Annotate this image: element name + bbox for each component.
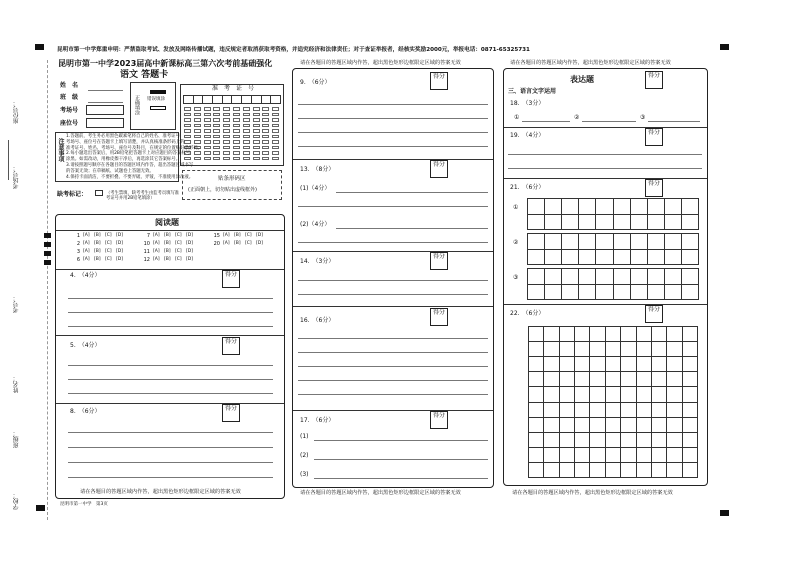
mc-option-bubble[interactable]: [C] <box>175 257 182 262</box>
q18-label: 18. （3分） <box>510 100 545 107</box>
absent-box[interactable] <box>95 190 103 196</box>
q21-label: 21. （6分） <box>510 184 545 191</box>
ticket-bubble[interactable] <box>194 107 201 111</box>
mc-answer-area[interactable] <box>72 234 272 268</box>
mc-option-bubble[interactable]: [D] <box>186 249 193 254</box>
mc-number: 10 <box>143 241 150 247</box>
q13-2-line[interactable] <box>336 228 488 229</box>
mc-option-bubble[interactable]: [A] <box>153 233 160 238</box>
q4-line[interactable] <box>68 298 273 299</box>
ticket-bubble[interactable] <box>272 124 279 128</box>
ticket-bubble[interactable] <box>213 140 220 144</box>
barcode-label: 贴条形码区 <box>218 176 246 182</box>
q9-line[interactable] <box>298 118 488 119</box>
mc-option-bubble[interactable]: [B] <box>164 233 171 238</box>
mc-option-bubble[interactable]: [C] <box>105 257 112 262</box>
notes-line: 3.请按照题号顺序在各题目的答题区域内作答，超出答题区域书写 <box>66 162 194 168</box>
expression-score[interactable]: 得分 <box>645 71 663 89</box>
timing-mark <box>44 242 51 247</box>
binding-examroom: 考场号： <box>13 165 20 189</box>
notes-line: 1.答题前，考生务必用黑色碳素笔将自己的姓名、准考证号 <box>66 134 180 139</box>
ticket-bubble[interactable] <box>223 157 230 161</box>
school-title: 昆明市第一中学2023届高中新课标高三第六次考前基础强化 <box>58 59 273 68</box>
ticket-bubble[interactable] <box>233 124 240 128</box>
mc-number: 12 <box>143 257 150 263</box>
mc-option-bubble[interactable]: [A] <box>223 241 230 246</box>
subject-title: 语文 答题卡 <box>120 70 169 80</box>
mc-number: 6 <box>76 257 80 263</box>
ticket-bubble[interactable] <box>223 135 230 139</box>
ticket-bubble[interactable] <box>262 146 269 150</box>
ticket-bubble[interactable] <box>243 135 250 139</box>
wrong-fill-label: 错误填涂 <box>147 97 165 102</box>
q9-line[interactable] <box>298 146 488 147</box>
ticket-bubble[interactable] <box>204 157 211 161</box>
ticket-bubble[interactable] <box>233 135 240 139</box>
ticket-bubble[interactable] <box>243 107 250 111</box>
right-boundary-top: 请在各题目的答题区域内作答，超出黑色矩形边框限定区域的答案无效 <box>510 60 671 66</box>
ticket-bubble[interactable] <box>204 107 211 111</box>
q5-line[interactable] <box>68 379 273 380</box>
q9-score[interactable]: 得分 <box>430 72 448 90</box>
q22-writing-grid[interactable] <box>528 326 698 478</box>
q8-line[interactable] <box>68 477 273 478</box>
timing-mark <box>35 44 44 50</box>
mc-option-bubble[interactable]: [C] <box>105 249 112 254</box>
q4-line[interactable] <box>68 312 273 313</box>
q21-grid-3[interactable] <box>527 268 699 300</box>
q5-line[interactable] <box>68 393 273 394</box>
footer-boundary-middle: 请在各题目的答题区域内作答，超出黑色矩形边框限定区域的答案无效 <box>300 490 461 496</box>
mc-option-bubble[interactable]: [D] <box>256 241 263 246</box>
q13-score[interactable]: 得分 <box>430 160 448 178</box>
mc-option-bubble[interactable]: [D] <box>256 233 263 238</box>
q17-3-line[interactable] <box>314 478 488 479</box>
q4-label: 4. （4分） <box>70 272 101 279</box>
section-label: 三、语言文字运用 <box>508 88 557 95</box>
ticket-bubble[interactable] <box>213 135 220 139</box>
ticket-bubble[interactable] <box>272 151 279 155</box>
middle-panel <box>292 68 494 488</box>
q17-score[interactable]: 得分 <box>430 411 448 429</box>
ticket-bubble[interactable] <box>194 129 201 133</box>
name-line[interactable] <box>88 90 123 91</box>
q22-label: 22. （6分） <box>510 310 545 317</box>
mc-option-bubble[interactable]: [B] <box>94 241 101 246</box>
q21-score[interactable]: 得分 <box>645 179 663 197</box>
mc-option-bubble[interactable]: [A] <box>153 257 160 262</box>
mc-option-bubble[interactable]: [B] <box>94 233 101 238</box>
mc-option-bubble[interactable]: [D] <box>186 233 193 238</box>
right-divider <box>504 127 707 128</box>
ticket-bubble[interactable] <box>184 113 191 117</box>
ticket-bubble[interactable] <box>272 135 279 139</box>
ticket-bubble[interactable] <box>262 129 269 133</box>
middle-divider <box>293 410 493 411</box>
mc-option-bubble[interactable]: [D] <box>116 241 123 246</box>
timing-mark <box>44 260 51 265</box>
mc-option-bubble[interactable]: [C] <box>175 249 182 254</box>
ticket-bubble[interactable] <box>262 113 269 117</box>
q21-grid-2[interactable] <box>527 233 699 265</box>
ticket-bubble[interactable] <box>262 140 269 144</box>
ticket-bubble[interactable] <box>262 135 269 139</box>
footer-boundary-left: 请在各题目的答题区域内作答，超出黑色矩形边框限定区域的答案无效 <box>80 489 241 495</box>
ticket-bubble[interactable] <box>204 151 211 155</box>
q13-label: 13. （8分） <box>300 166 335 173</box>
seat-label: 座位号 <box>60 120 79 127</box>
mc-number: 3 <box>76 249 80 255</box>
ticket-bubble[interactable] <box>253 107 260 111</box>
ticket-title: 准 考 证 号 <box>212 85 255 92</box>
ticket-digit-boxes[interactable] <box>183 95 281 104</box>
ticket-bubble[interactable] <box>253 140 260 144</box>
ticket-bubble[interactable] <box>253 151 260 155</box>
ticket-bubble[interactable] <box>272 157 279 161</box>
page-footer: 昆明市第一中学 第3页 <box>60 502 108 507</box>
mc-number: 20 <box>213 241 220 247</box>
ticket-bubble[interactable] <box>213 118 220 122</box>
ticket-bubble[interactable] <box>272 118 279 122</box>
ticket-bubble[interactable] <box>272 129 279 133</box>
ticket-bubble[interactable] <box>213 124 220 128</box>
q8-line[interactable] <box>68 432 273 433</box>
barcode-note: (正面朝上，切勿贴出虚线框外) <box>188 187 257 193</box>
q21-mark-1: ① <box>513 204 519 211</box>
q9-line[interactable] <box>298 132 488 133</box>
ticket-bubble[interactable] <box>223 118 230 122</box>
mc-option-bubble[interactable]: [B] <box>234 241 241 246</box>
q17-3-label: (3) <box>300 471 309 478</box>
q13-1-line[interactable] <box>298 206 488 207</box>
ticket-bubble[interactable] <box>243 118 250 122</box>
q9-label: 9. （6分） <box>300 79 331 86</box>
mc-number: 1 <box>76 233 80 239</box>
ticket-bubble[interactable] <box>213 113 220 117</box>
notes-line: 准考证号、姓名、考场号、座位号及科目，在规定的位置贴好条形码。 <box>66 145 203 151</box>
q13-1-label: (1)（4分） <box>300 185 331 192</box>
mc-option-bubble[interactable]: [D] <box>116 249 123 254</box>
mc-option-bubble[interactable]: [D] <box>116 257 123 262</box>
notes-line: 考场号、座位号在答题卡上填写清楚，并认真核准条形码上的 <box>66 139 185 145</box>
ticket-bubble[interactable] <box>184 124 191 128</box>
binding-line <box>38 60 48 520</box>
class-line[interactable] <box>88 102 123 103</box>
q18-blank-1[interactable] <box>522 121 570 122</box>
ticket-bubble[interactable] <box>204 124 211 128</box>
wrong-fill <box>150 106 166 110</box>
mc-option-bubble[interactable]: [C] <box>105 241 112 246</box>
q18-mark-1: ① <box>514 114 520 121</box>
q17-2-line[interactable] <box>314 459 488 460</box>
ticket-bubble[interactable] <box>213 146 220 150</box>
mc-option-bubble[interactable]: [D] <box>116 233 123 238</box>
q5-label: 5. （4分） <box>70 342 101 349</box>
ticket-bubble[interactable] <box>253 113 260 117</box>
q22-score[interactable]: 得分 <box>645 305 663 323</box>
timing-mark <box>36 505 45 511</box>
mc-option-bubble[interactable]: [D] <box>186 257 193 262</box>
mc-option-bubble[interactable]: [A] <box>83 249 90 254</box>
binding-name: 姓名： <box>13 375 20 393</box>
q19-label: 19. （4分） <box>510 132 545 139</box>
notes-line: 涂黑。如需改动，用橡皮擦干净后，再选涂其它答案标号。 <box>66 157 181 163</box>
q4-line[interactable] <box>68 326 273 327</box>
ticket-bubble[interactable] <box>233 107 240 111</box>
ticket-bubble[interactable] <box>204 146 211 150</box>
ticket-bubble[interactable] <box>194 118 201 122</box>
ticket-bubble[interactable] <box>253 118 260 122</box>
correct-fill <box>150 90 166 94</box>
q17-label: 17. （6分） <box>300 417 335 424</box>
middle-divider <box>293 159 493 160</box>
absent-label: 缺考标记： <box>57 191 88 198</box>
q14-score[interactable]: 得分 <box>430 252 448 270</box>
notes-line: 4.保持卡面清洁，不要折叠、不要弄破、弄皱，不准使用涂改液。 <box>66 174 194 180</box>
ticket-bubble[interactable] <box>213 157 220 161</box>
q13-1-line[interactable] <box>336 192 488 193</box>
q13-2-label: (2)（4分） <box>300 221 331 228</box>
mc-option-bubble[interactable]: [B] <box>94 257 101 262</box>
binding-seat: 座位号： <box>13 100 20 124</box>
ticket-bubble[interactable] <box>253 157 260 161</box>
ticket-bubble[interactable] <box>272 140 279 144</box>
ticket-bubble[interactable] <box>233 151 240 155</box>
ticket-bubble[interactable] <box>243 113 250 117</box>
ticket-bubble[interactable] <box>243 151 250 155</box>
ticket-bubble[interactable] <box>233 113 240 117</box>
q8-score[interactable]: 得分 <box>222 404 240 422</box>
reading-divider <box>56 403 284 404</box>
ticket-bubble[interactable] <box>262 107 269 111</box>
q5-score[interactable]: 得分 <box>222 337 240 355</box>
q14-label: 14. （3分） <box>300 258 335 265</box>
ticket-bubble[interactable] <box>223 113 230 117</box>
ticket-bubble[interactable] <box>253 146 260 150</box>
ticket-bubble[interactable] <box>243 146 250 150</box>
ticket-bubble[interactable] <box>213 151 220 155</box>
ticket-bubble[interactable] <box>223 151 230 155</box>
ticket-bubble[interactable] <box>243 124 250 128</box>
ticket-bubble[interactable] <box>262 124 269 128</box>
mc-option-bubble[interactable]: [A] <box>223 233 230 238</box>
mc-option-bubble[interactable]: [C] <box>175 241 182 246</box>
ticket-bubble[interactable] <box>204 135 211 139</box>
security-notice: 昆明市第一中学郑重申明：严禁盗取考试、发放及网络传播试题，违反规定者取消获取考资格，并追究经济和法律责任；对于查证举报者，经核实奖励2000元，举报电话：0871-65325731 <box>57 47 530 53</box>
binding-class: 班级： <box>13 430 20 448</box>
ticket-bubble[interactable] <box>233 146 240 150</box>
binding-number: 考号： <box>13 295 20 313</box>
q18-mark-2: ② <box>574 114 580 121</box>
ticket-bubble[interactable] <box>204 118 211 122</box>
ticket-bubble[interactable] <box>204 140 211 144</box>
reading-divider <box>56 230 284 231</box>
q16-label: 16. （6分） <box>300 317 335 324</box>
q9-line[interactable] <box>298 104 488 105</box>
q16-score[interactable]: 得分 <box>430 308 448 326</box>
q13-2-line[interactable] <box>298 242 488 243</box>
ticket-bubble[interactable] <box>223 140 230 144</box>
fill-example-label: 正确填涂 <box>134 95 140 115</box>
q8-label: 8. （6分） <box>70 408 101 415</box>
q16-line[interactable] <box>298 352 488 353</box>
mc-number: 15 <box>213 233 220 239</box>
name-label: 姓 名 <box>60 82 79 89</box>
ticket-bubble[interactable] <box>213 107 220 111</box>
mc-option-bubble[interactable]: [C] <box>175 233 182 238</box>
q19-score[interactable]: 得分 <box>645 128 663 146</box>
ticket-bubble[interactable] <box>262 118 269 122</box>
class-label: 班 级 <box>60 94 79 101</box>
middle-boundary-top: 请在各题目的答题区域内作答，超出黑色矩形边框限定区域的答案无效 <box>300 60 461 66</box>
reading-divider <box>56 269 284 270</box>
ticket-bubble[interactable] <box>204 113 211 117</box>
ticket-bubble[interactable] <box>233 118 240 122</box>
absent-note: （考生禁填，缺考考生由监考员填写准考证号并用2B铅笔填涂） <box>106 191 180 202</box>
ticket-bubble[interactable] <box>233 129 240 133</box>
ticket-bubble[interactable] <box>233 140 240 144</box>
mc-option-bubble[interactable]: [A] <box>83 241 90 246</box>
mc-option-bubble[interactable]: [B] <box>164 257 171 262</box>
timing-mark <box>720 44 729 50</box>
ticket-bubble[interactable] <box>243 140 250 144</box>
mc-option-bubble[interactable]: [B] <box>164 249 171 254</box>
ticket-bubble[interactable] <box>243 157 250 161</box>
ticket-bubble[interactable] <box>253 124 260 128</box>
barcode-area <box>182 170 282 200</box>
ticket-bubble[interactable] <box>233 157 240 161</box>
ticket-bubble[interactable] <box>262 151 269 155</box>
q16-line[interactable] <box>298 366 488 367</box>
ticket-bubble[interactable] <box>213 129 220 133</box>
mc-option-bubble[interactable]: [C] <box>105 233 112 238</box>
q14-line[interactable] <box>298 294 488 295</box>
reading-divider <box>56 335 284 336</box>
timing-mark <box>720 510 729 516</box>
ticket-bubble[interactable] <box>253 135 260 139</box>
mc-option-bubble[interactable]: [B] <box>234 233 241 238</box>
ticket-bubble[interactable] <box>184 107 191 111</box>
ticket-bubble[interactable] <box>272 146 279 150</box>
q17-1-label: (1) <box>300 433 309 440</box>
mc-number: 7 <box>146 233 150 239</box>
q16-line[interactable] <box>298 380 488 381</box>
q14-line[interactable] <box>298 280 488 281</box>
room-label: 考场号 <box>60 107 79 114</box>
ticket-bubble[interactable] <box>223 146 230 150</box>
ticket-bubble[interactable] <box>184 129 191 133</box>
timing-mark <box>44 233 51 238</box>
q18-blank-2[interactable] <box>582 121 636 122</box>
notes-label: 注意事项 <box>57 138 64 162</box>
q21-mark-2: ② <box>513 239 519 246</box>
mc-number: 11 <box>143 249 150 255</box>
footer-boundary-right: 请在各题目的答题区域内作答，超出黑色矩形边框限定区域的答案无效 <box>512 490 673 496</box>
mc-option-bubble[interactable]: [D] <box>186 241 193 246</box>
q18-mark-3: ③ <box>640 114 646 121</box>
q18-blank-3[interactable] <box>648 121 700 122</box>
middle-divider <box>293 251 493 252</box>
q5-line[interactable] <box>68 365 273 366</box>
ticket-bubble[interactable] <box>184 118 191 122</box>
ticket-bubble[interactable] <box>223 107 230 111</box>
q19-line[interactable] <box>508 154 702 155</box>
ticket-bubble[interactable] <box>272 113 279 117</box>
mc-option-bubble[interactable]: [A] <box>153 241 160 246</box>
mc-option-bubble[interactable]: [A] <box>153 249 160 254</box>
notes-line: 2.每小题选出答案后，用2B铅笔把答题卡上对应题目的答案标号 <box>66 151 191 157</box>
q8-line[interactable] <box>68 447 273 448</box>
ticket-bubble[interactable] <box>243 129 250 133</box>
expression-title: 表达题 <box>570 75 594 84</box>
mc-option-bubble[interactable]: [C] <box>245 241 252 246</box>
ticket-bubble[interactable] <box>194 113 201 117</box>
q17-2-label: (2) <box>300 452 309 459</box>
q19-line[interactable] <box>508 168 702 169</box>
q8-line[interactable] <box>68 462 273 463</box>
reading-title: 阅读题 <box>155 218 179 227</box>
ticket-bubble[interactable] <box>253 129 260 133</box>
ticket-bubble[interactable] <box>262 157 269 161</box>
mc-option-bubble[interactable]: [A] <box>83 233 90 238</box>
ticket-bubble[interactable] <box>194 124 201 128</box>
q16-line[interactable] <box>298 338 488 339</box>
middle-divider <box>293 306 493 307</box>
mc-option-bubble[interactable]: [C] <box>245 233 252 238</box>
ticket-bubble[interactable] <box>223 124 230 128</box>
binding-school: 学校： <box>13 492 20 510</box>
right-divider <box>504 304 707 305</box>
ticket-bubble[interactable] <box>223 129 230 133</box>
seat-box[interactable] <box>86 118 124 128</box>
q17-1-line[interactable] <box>314 440 488 441</box>
binding-underline <box>8 140 9 180</box>
q21-grid-1[interactable] <box>527 198 699 230</box>
notes-line: 的答案无效；在草稿纸、试题卷上答题无效。 <box>66 168 154 174</box>
mc-option-bubble[interactable]: [B] <box>164 241 171 246</box>
mc-number: 2 <box>76 241 80 247</box>
room-box[interactable] <box>86 105 124 115</box>
q4-score[interactable]: 得分 <box>222 270 240 288</box>
timing-mark <box>44 251 51 256</box>
right-divider <box>504 178 707 179</box>
q16-line[interactable] <box>298 394 488 395</box>
ticket-bubble[interactable] <box>204 129 211 133</box>
mc-option-bubble[interactable]: [B] <box>94 249 101 254</box>
ticket-bubble[interactable] <box>272 107 279 111</box>
mc-option-bubble[interactable]: [A] <box>83 257 90 262</box>
q21-mark-3: ③ <box>513 274 519 281</box>
